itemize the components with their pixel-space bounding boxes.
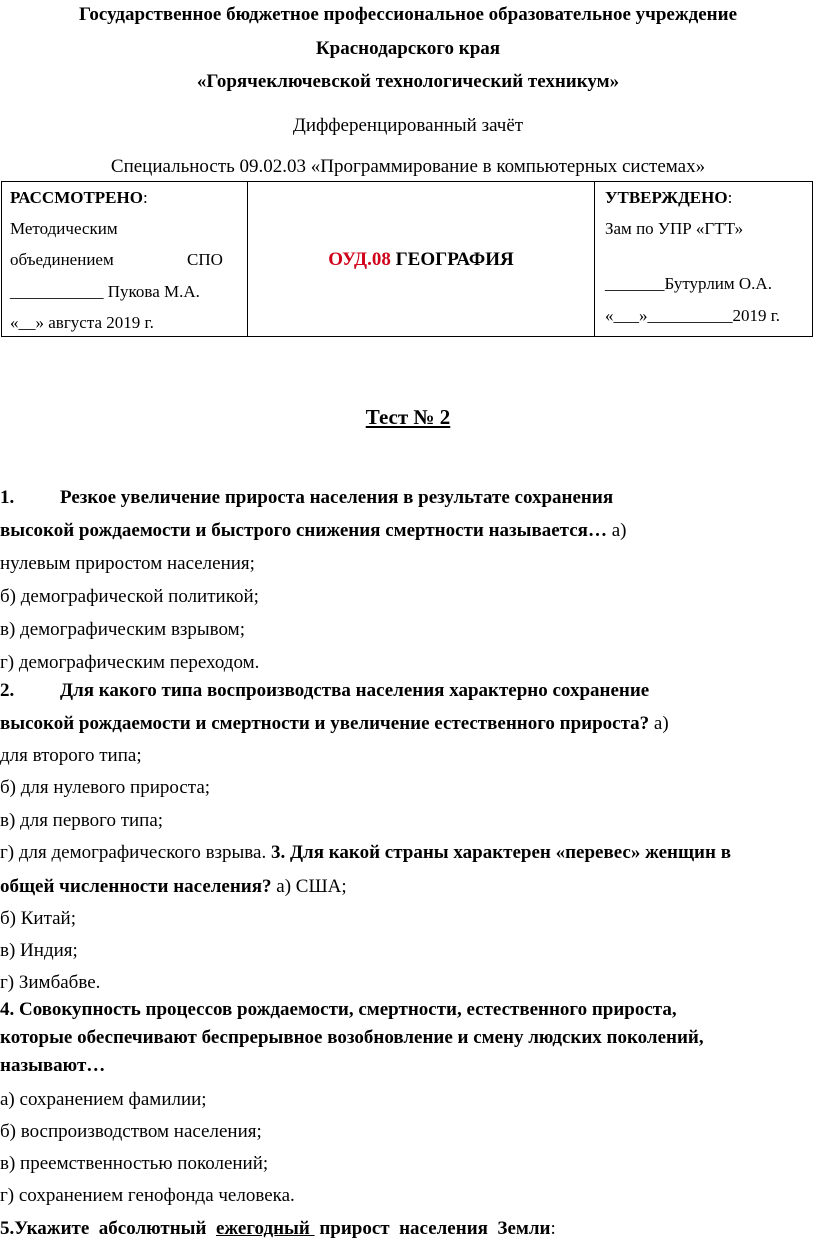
reviewed-date: «__» августа 2019 г. [10,313,154,332]
institution-line-2: Краснодарского края [315,38,501,59]
approval-table [1,181,813,337]
question-5-text-a: 5.Укажите абсолютный [0,1218,216,1239]
question-1-option-d: г) демографическим переходом. [0,652,260,673]
question-3-text-a: 3. Для какой страны характерен «перевес» женщин в [266,842,731,863]
question-3-text-b: общей численности населения? [0,876,272,897]
reviewed-colon: : [142,188,148,207]
reviewed-cell [2,182,248,336]
question-4-option-c: в) преемственностью поколений; [0,1153,269,1174]
question-2-opt-a-label: а) [649,713,669,734]
question-1-line-1 [0,487,613,509]
test-title: Тест № 2 [365,405,451,429]
question-1-text-a: Резкое увеличение прироста населения в результате сохранения [60,487,614,508]
question-2-option-c: в) для первого типа; [0,810,164,831]
subject-code: ОУД.08 [328,249,391,270]
question-2-line-2 [0,713,669,735]
reviewed-line-2a: объединением [10,250,114,269]
question-5-text-b: прирост населения Земли [314,1218,551,1239]
institution-line-3: «Горячеключевской технологический техникум» [196,71,620,92]
question-2-text-a: Для какого типа воспроизводства населения характерно сохранение [60,680,650,701]
question-5-underlined: ежегодный [215,1218,315,1239]
question-3-option-b: б) Китай; [0,908,76,929]
question-2-option-d: г) для демографического взрыва. [0,842,267,863]
question-4-line-1: 4. Совокупность процессов рождаемости, смертности, естественного прироста, [0,999,677,1020]
reviewed-signature: ___________ Пукова М.А. [10,282,200,301]
approved-line-1: Зам по УПР «ГТТ» [605,219,744,238]
subject-title [248,249,594,271]
reviewed-line-2b: СПО [187,250,223,269]
approved-cell [595,182,813,336]
question-4-option-d: г) сохранением генофонда человека. [0,1185,295,1206]
question-1-option-b: б) демографической политикой; [0,586,259,607]
question-5-colon: : [550,1218,556,1239]
question-2-line-1 [0,680,649,702]
question-1-option-c: в) демографическим взрывом; [0,619,245,640]
specialty: Специальность 09.02.03 «Программирование в компьютерных системах» [110,156,706,177]
question-3-option-d: г) Зимбабве. [0,972,101,993]
question-2-number: 2. [0,680,15,701]
question-3-option-a: а) США; [271,876,347,897]
approved-signature: _______Бутурлим О.А. [605,274,772,293]
question-4-option-a: а) сохранением фамилии; [0,1089,207,1110]
question-4-option-b: б) воспроизводством населения; [0,1121,262,1142]
question-2-option-d-line [0,842,731,864]
question-3-line-2 [0,876,347,898]
approved-colon: : [727,188,733,207]
question-2-option-a: для второго типа; [0,745,142,766]
question-5-line [0,1218,556,1240]
approved-date: «___»__________2019 г. [605,306,781,325]
question-2-text-b: высокой рождаемости и смертности и увеличение естественного прироста? [0,713,650,734]
question-3-option-c: в) Индия; [0,940,78,961]
approved-title-line [605,188,732,208]
question-2-option-b: б) для нулевого прироста; [0,777,211,798]
question-1-line-2 [0,520,626,542]
reviewed-title: РАССМОТРЕНО [10,188,143,207]
question-1-number: 1. [0,487,15,508]
institution-line-1: Государственное бюджетное профессиональное образовательное учреждение [78,4,738,25]
subject-name: ГЕОГРАФИЯ [390,249,514,270]
question-4-line-2: которые обеспечивают беспрерывное возобновление и смену людских поколений, [0,1027,704,1048]
approved-title: УТВЕРЖДЕНО [605,188,728,207]
question-1-text-b: высокой рождаемости и быстрого снижения смертности называется… [0,520,607,541]
reviewed-title-line [10,188,148,208]
question-1-opt-a-label: а) [606,520,627,541]
reviewed-line-1: Методическим [10,219,118,238]
exam-type: Дифференцированный зачёт [292,115,524,136]
question-1-option-a: нулевым приростом населения; [0,553,255,574]
subject-cell [248,182,595,336]
question-4-line-3: называют… [0,1055,106,1076]
